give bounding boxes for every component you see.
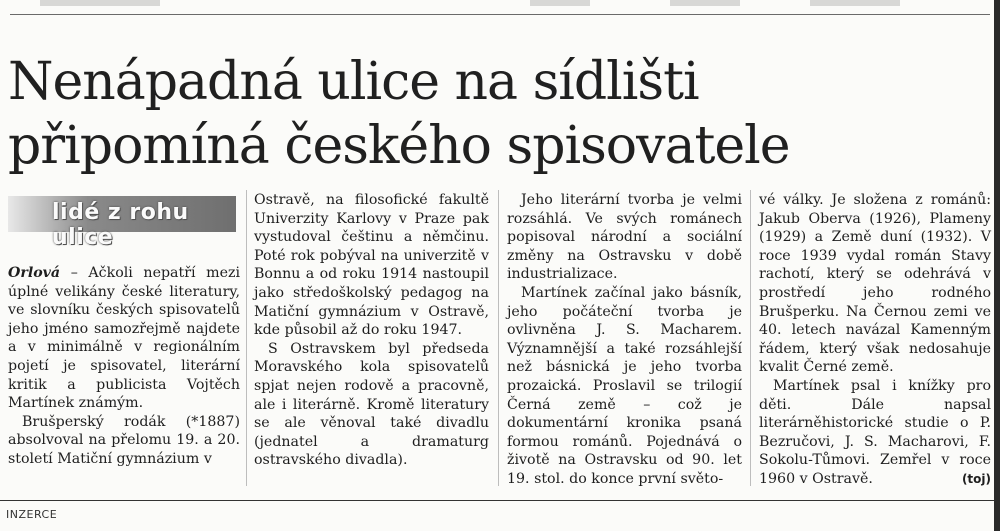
- top-rule: [10, 0, 990, 15]
- column-divider: [750, 190, 751, 486]
- paragraph: [8, 264, 240, 413]
- article-column-1: [8, 264, 240, 469]
- paragraph: Ostravě, na filosofické fakultě Univerzity Karlovy v Praze pak vystudoval češtinu a němčinu. Poté rok pobýval na univerzitě v Bonnu a od roku 1914 nastoupil jako středoškolský pedagog na Matiční gymnázium v Ostravě, kde působil až do roku 1947.: [254, 192, 489, 339]
- headline: [8, 50, 968, 178]
- ghost-header-remnant: [670, 0, 740, 6]
- headline-line-2: připomíná českého spisovatele: [8, 116, 790, 176]
- paragraph: Jeho literární tvorba je velmi rozsáhlá. Ve svých románech popisoval národní a sociální změny na Ostravsku v době industrializace.: [507, 192, 742, 283]
- paragraph: [759, 377, 991, 489]
- paragraph: Martínek začínal jako básník, jeho počáteční tvorba je ovlivněna J. S. Macharem. Významnější a také rozsáhlejší než básnická je jeho tvorba prozaická. Proslavil se trilogií Černá země – což je dokumentární kronika psaná formou románů. Pojednává o životě na Ostravsku od 90. let 19. stol. do konce první světo-: [507, 284, 742, 487]
- ghost-header-remnant: [40, 0, 160, 6]
- scan-edge-shadow: [994, 0, 1000, 531]
- rubric-label: lidé z rohu ulice: [52, 200, 189, 250]
- article-column-2: [254, 191, 489, 470]
- article-column-3: [507, 191, 742, 489]
- bottom-rule: [0, 500, 1000, 501]
- paragraph: vé války. Je složena z románů: Jakub Oberva (1926), Plameny (1929) a Země duní (1932). V roce 1939 vydal román Stavy rachotí, který se odehrává v prostředí jeho rodného Brušperku. Na Černou zemi ve 40. letech navázal Kamenným řádem, který však nedosahuje kvalit Černé země.: [759, 192, 991, 376]
- paragraph-text: – Ačkoli nepatří mezi úplné velikány české literatury, ve slovníku českých spisovatelů jeho jméno samozřejmě najdete a v minimálně v regionálním pojetí je spisovatel, literární kritik a publicista Vojtěch Martínek známým.: [8, 265, 240, 412]
- headline-line-1: Nenápadná ulice na sídlišti: [8, 52, 699, 112]
- ghost-header-remnant: [810, 0, 900, 6]
- ghost-header-remnant: [530, 0, 590, 6]
- rubric-banner: [8, 196, 236, 250]
- paragraph: Brušperský rodák (*1887) absolvoval na přelomu 19. a 20. století Matiční gymnázium v: [8, 413, 240, 467]
- advertisement-label: INZERCE: [6, 508, 58, 521]
- article-column-4: [759, 191, 991, 489]
- column-divider: [498, 190, 499, 486]
- paragraph-text: Martínek psal i knížky pro děti. Dále napsal literárněhistorické studie o P. Bezručovi, J. S. Macharovi, F. Sokolu-Tůmovi. Zemřel v roce 1960 v Ostravě.: [759, 377, 991, 487]
- column-divider: [246, 190, 247, 486]
- author-signature: (toj): [961, 471, 991, 486]
- dateline: Orlová: [8, 265, 61, 281]
- paragraph: S Ostravskem byl předseda Moravského kola spisovatelů spjat nejen rodově a pracovně, ale i literárně. Kromě literatury se ale věnoval také divadlu (jednatel a dramaturg ostravského divadla).: [254, 340, 489, 469]
